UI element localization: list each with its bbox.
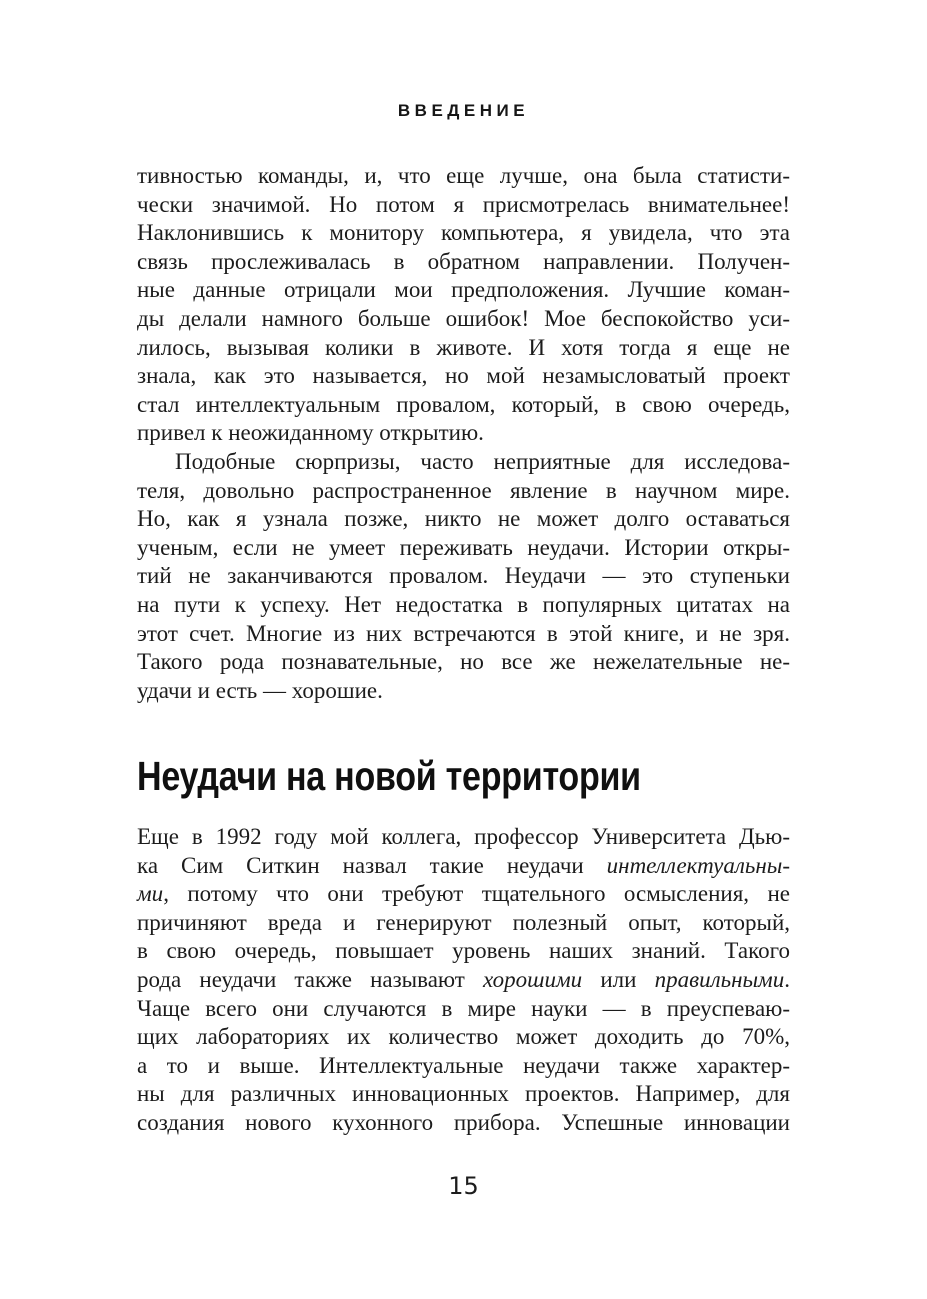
paragraph	[137, 823, 790, 1138]
text-line: ка Сим Ситкин назвал такие неудачи интеллектуальны-	[137, 852, 790, 878]
section-heading: Неудачи на новой территории	[137, 753, 641, 799]
text-line: привел к неожиданному открытию.	[137, 420, 484, 446]
text-line: Такого рода познавательные, но все же нежелательные не-	[137, 649, 790, 675]
section-body-text	[137, 823, 790, 1138]
text-line: Подобные сюрпризы, часто неприятные для исследова-	[175, 448, 790, 474]
running-header: ВВЕДЕНИЕ	[397, 101, 530, 120]
text-line: ны для различных инновационных проектов. Например, для	[137, 1081, 790, 1107]
text-line: а то и выше. Интеллектуальные неудачи также характер-	[137, 1052, 790, 1078]
text-line: лилось, вызывая колики в животе. И хотя тогда я еще не	[137, 334, 790, 360]
text-line: Наклонившись к монитору компьютера, я увидела, что эта	[137, 220, 790, 246]
text-line: создания нового кухонного прибора. Успешные инновации	[137, 1109, 790, 1135]
text-line: стал интеллектуальным провалом, который, в свою очередь,	[137, 391, 790, 417]
text-line: Еще в 1992 году мой коллега, профессор Университета Дью-	[137, 824, 790, 849]
page-number: 15	[448, 1172, 479, 1200]
text-line: ми, потому что они требуют тщательного осмысления, не	[137, 881, 790, 907]
text-line: удачи и есть — хорошие.	[137, 677, 383, 703]
intro-continuation-text	[137, 162, 790, 705]
text-line: знала, как это называется, но мой незамысловатый проект	[137, 363, 790, 389]
text-line: тивностью команды, и, что еще лучше, она была статисти-	[137, 163, 790, 188]
text-line: на пути к успеху. Нет недостатка в популярных цитатах на	[137, 591, 790, 617]
text-line: рода неудачи также называют хорошими или правильными.	[137, 966, 790, 992]
text-line: щих лабораториях их количество может доходить до 70%,	[137, 1024, 790, 1050]
text-line: теля, довольно распространенное явление в научном мире.	[137, 477, 790, 503]
paragraph	[137, 448, 790, 705]
text-line: Но, как я узнала позже, никто не может долго оставаться	[137, 506, 790, 532]
text-line: этот счет. Многие из них встречаются в этой книге, и не зря.	[137, 620, 790, 646]
text-line: причиняют вреда и генерируют полезный опыт, который,	[137, 909, 790, 935]
text-line: тий не заканчиваются провалом. Неудачи — это ступеньки	[137, 563, 790, 589]
text-line: ные данные отрицали мои предположения. Лучшие коман-	[137, 277, 790, 303]
text-line: ученым, если не умеет переживать неудачи. Истории откры-	[137, 534, 790, 560]
text-line: в свою очередь, повышает уровень наших знаний. Такого	[137, 938, 790, 964]
text-line: Чаще всего они случаются в мире науки — в преуспеваю-	[137, 995, 790, 1021]
text-line: связь прослеживалась в обратном направлении. Получен-	[137, 248, 790, 274]
text-line: чески значимой. Но потом я присмотрелась внимательнее!	[137, 191, 790, 217]
paragraph	[137, 162, 790, 448]
text-line: ды делали намного больше ошибок! Мое беспокойство уси-	[137, 305, 790, 331]
